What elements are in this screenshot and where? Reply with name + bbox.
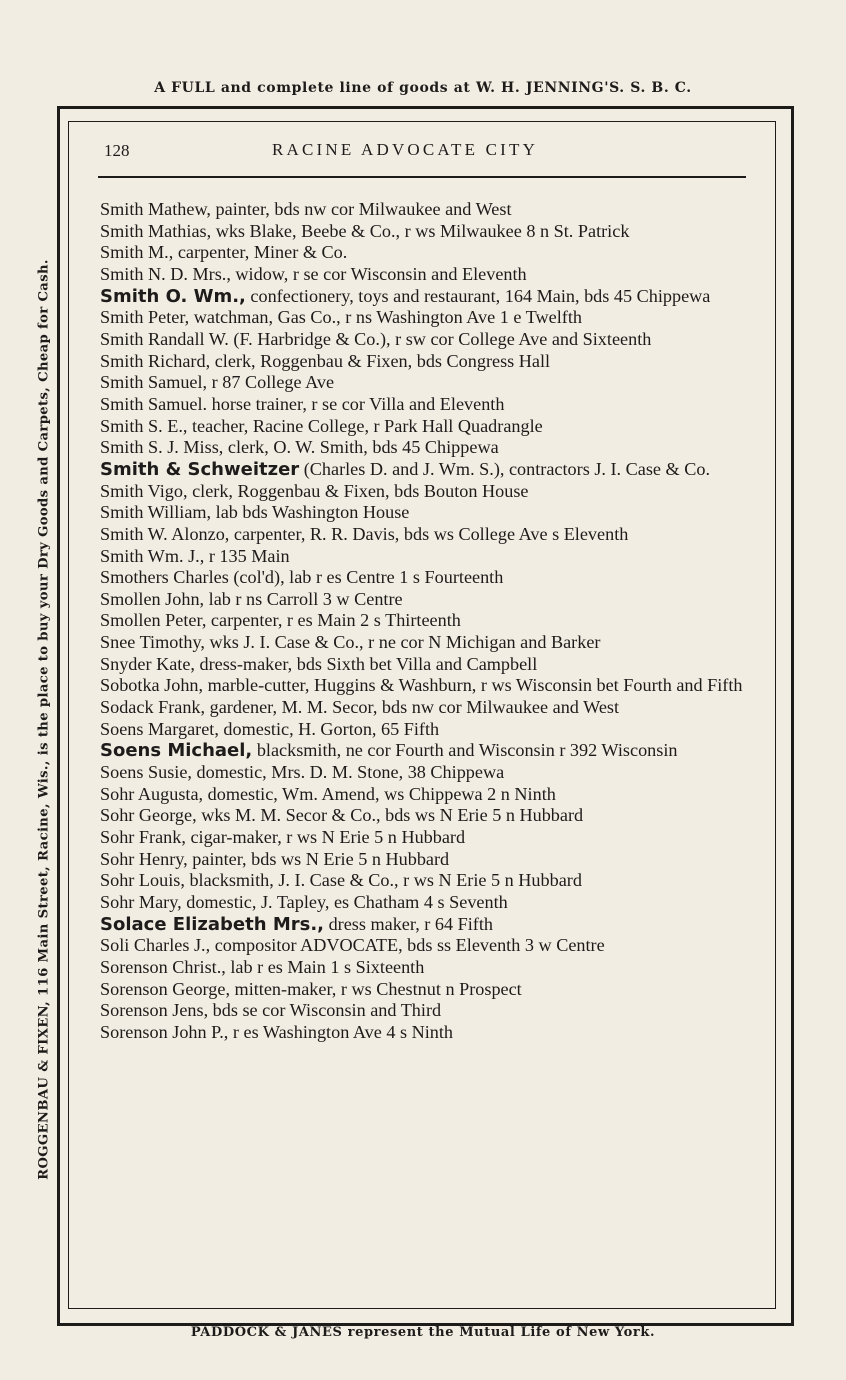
entry-name: Smith Samuel. (100, 393, 208, 414)
outer-border-top (57, 106, 794, 109)
entry-text: lab bds Washington House (215, 502, 410, 523)
entry-text: lab r es Centre 1 s Fourteenth (289, 567, 504, 588)
directory-entry (100, 416, 753, 438)
entry-text: wks Blake, Beebe & Co., r ws Milwaukee 8 n St. Patrick (215, 220, 630, 241)
entry-text: blacksmith, ne cor Fourth and Wisconsin r 392 Wisconsin (256, 740, 678, 761)
directory-entry (100, 307, 753, 329)
entry-text: bds se cor Wisconsin and Third (212, 1000, 442, 1021)
directory-entry (100, 849, 753, 871)
directory-entry (100, 329, 753, 351)
entry-name: Snee Timothy, (100, 632, 205, 653)
entry-name: Snyder Kate, (100, 653, 195, 674)
entry-text: dress-maker, bds Sixth bet Villa and Campbell (199, 653, 538, 674)
directory-entry (100, 567, 753, 589)
entry-text: gardener, M. M. Secor, bds nw cor Milwaukee and West (209, 697, 620, 718)
entry-name: Smollen John, (100, 588, 205, 609)
entry-name: Smith & Schweitzer (100, 458, 300, 480)
entry-text: domestic, J. Tapley, es Chatham 4 s Seventh (186, 892, 508, 912)
entry-text: (Charles D. and J. Wm. S.), contractors J. I. Case & Co. (303, 458, 711, 479)
entry-name: Soens Michael, (100, 740, 253, 762)
side-advertisement: ROGGENBAU & FIXEN, 116 Main Street, Racine, Wis., is the place to buy your Dry Goods and Carpets, Cheap for Cash. (36, 259, 52, 1180)
entry-name: Smith Wm. J., (100, 545, 205, 566)
entry-text: marble-cutter, Huggins & Washburn, r ws Wisconsin bet Fourth and Fifth (207, 675, 743, 696)
entry-name: Smollen Peter, (100, 610, 207, 631)
directory-entry (100, 827, 753, 849)
entry-name: Smith O. Wm., (100, 285, 246, 307)
entry-text: r 135 Main (208, 545, 290, 566)
directory-entry (100, 892, 753, 914)
entry-text: lab r es Main 1 s Sixteenth (230, 956, 425, 977)
entry-name: Soli Charles J., (100, 935, 211, 956)
directory-entry (100, 221, 753, 243)
inner-border-right (775, 121, 776, 1309)
inner-border-bottom (68, 1308, 776, 1309)
directory-entry (100, 610, 753, 632)
inner-border-top (68, 121, 776, 122)
entry-name: Sohr Augusta, (100, 783, 204, 804)
entry-name: Smothers Charles (col'd), (100, 567, 285, 588)
entry-text: wks M. M. Secor & Co., bds ws N Erie 5 n Hubbard (201, 805, 584, 826)
entry-text: confectionery, toys and restaurant, 164 Main, bds 45 Chippewa (250, 285, 711, 306)
running-head: RACINE ADVOCATE CITY (272, 140, 539, 159)
entry-name: Sorenson Christ., (100, 956, 226, 977)
entry-text: domestic, Wm. Amend, ws Chippewa 2 n Ninth (207, 783, 556, 804)
entry-text: (F. Harbridge & Co.), r sw cor College Ave and Sixteenth (233, 328, 652, 349)
directory-entry (100, 546, 753, 568)
entry-name: Smith Randall W. (100, 328, 229, 349)
entry-text: domestic, H. Gorton, 65 Fifth (223, 718, 440, 739)
entry-name: Smith S. E., (100, 415, 188, 436)
directory-entry (100, 589, 753, 611)
directory-entry (100, 1000, 753, 1022)
entry-name: Sohr Frank, (100, 827, 186, 848)
entry-name: Smith Peter, (100, 307, 190, 328)
outer-border-left (57, 106, 60, 1326)
directory-entry (100, 524, 753, 546)
entry-text: clerk, Roggenbau & Fixen, bds Bouton House (192, 480, 529, 501)
entry-text: compositor ADVOCATE, bds ss Eleventh 3 w Centre (214, 935, 605, 956)
entry-name: Sobotka John, (100, 675, 204, 696)
entry-text: painter, bds nw cor Milwaukee and West (215, 199, 512, 219)
entry-text: clerk, Roggenbau & Fixen, bds Congress Hall (214, 350, 551, 371)
entry-name: Smith Mathias, (100, 220, 212, 241)
directory-entry (100, 935, 753, 957)
entry-name: Sorenson George, (100, 978, 230, 999)
directory-entry (100, 286, 753, 308)
entry-text: carpenter, Miner & Co. (177, 242, 348, 263)
entry-name: Smith Mathew, (100, 199, 211, 219)
directory-entry (100, 264, 753, 286)
directory-entry (100, 719, 753, 741)
entry-name: Sohr Henry, (100, 848, 188, 869)
directory-entry (100, 242, 753, 264)
entry-text: widow, r se cor Wisconsin and Eleventh (235, 263, 527, 284)
entry-text: carpenter, r es Main 2 s Thirteenth (210, 610, 461, 631)
directory-entry (100, 481, 753, 503)
entry-name: Smith Richard, (100, 350, 211, 371)
entry-name: Smith W. Alonzo, (100, 523, 230, 544)
directory-entry (100, 805, 753, 827)
directory-entry (100, 740, 753, 762)
entry-name: Sohr George, (100, 805, 197, 826)
directory-entry (100, 502, 753, 524)
entry-name: Sodack Frank, (100, 697, 206, 718)
directory-entry (100, 632, 753, 654)
entry-text: watchman, Gas Co., r ns Washington Ave 1 e Twelfth (193, 307, 582, 328)
entry-name: Smith William, (100, 502, 212, 523)
entry-text: carpenter, R. R. Davis, bds ws College Ave s Eleventh (233, 523, 629, 544)
entry-name: Soens Margaret, (100, 718, 219, 739)
entry-name: Smith Vigo, (100, 480, 188, 501)
directory-entry (100, 654, 753, 676)
entry-text: domestic, Mrs. D. M. Stone, 38 Chippewa (196, 762, 505, 783)
entry-name: Sohr Louis, (100, 870, 185, 891)
directory-entry (100, 957, 753, 979)
directory-entries (100, 199, 753, 1044)
entry-name: Soens Susie, (100, 762, 192, 783)
directory-entry (100, 1022, 753, 1044)
entry-text: teacher, Racine College, r Park Hall Quadrangle (191, 415, 543, 436)
directory-entry (100, 199, 753, 221)
entry-name: Smith Samuel, (100, 372, 208, 393)
directory-entry (100, 351, 753, 373)
directory-entry (100, 914, 753, 936)
directory-entry (100, 459, 753, 481)
entry-name: Solace Elizabeth Mrs., (100, 913, 325, 935)
entry-name: Smith N. D. Mrs., (100, 263, 231, 284)
entry-name: Sorenson John P., (100, 1021, 229, 1042)
entry-text: horse trainer, r se cor Villa and Eleventh (211, 393, 505, 414)
directory-entry (100, 762, 753, 784)
directory-entry (100, 784, 753, 806)
entry-name: Sorenson Jens, (100, 1000, 209, 1021)
directory-entry (100, 394, 753, 416)
directory-entry (100, 437, 753, 459)
directory-entry (100, 372, 753, 394)
entry-text: r 87 College Ave (211, 372, 335, 393)
outer-border-right (791, 106, 794, 1326)
directory-entry (100, 675, 753, 697)
entry-text: cigar-maker, r ws N Erie 5 n Hubbard (190, 827, 466, 848)
entry-text: lab r ns Carroll 3 w Centre (208, 588, 403, 609)
entry-name: Smith M., (100, 242, 174, 263)
header-rule (98, 176, 746, 178)
page-number: 128 (104, 141, 130, 160)
entry-text: dress maker, r 64 Fifth (328, 913, 494, 934)
entry-text: painter, bds ws N Erie 5 n Hubbard (192, 848, 450, 869)
entry-text: r es Washington Ave 4 s Ninth (232, 1021, 454, 1042)
directory-entry (100, 697, 753, 719)
entry-text: wks J. I. Case & Co., r ne cor N Michigan and Barker (209, 632, 601, 653)
entry-text: mitten-maker, r ws Chestnut n Prospect (234, 978, 522, 999)
bottom-advertisement: PADDOCK & JANES represent the Mutual Life of New York. (190, 1325, 656, 1340)
directory-entry (100, 870, 753, 892)
entry-text: clerk, O. W. Smith, bds 45 Chippewa (227, 437, 499, 458)
inner-border-left (68, 121, 69, 1309)
top-advertisement: A FULL and complete line of goods at W. H. JENNING'S. S. B. C. (154, 80, 692, 96)
entry-text: blacksmith, J. I. Case & Co., r ws N Erie 5 n Hubbard (189, 870, 582, 891)
directory-entry (100, 979, 753, 1001)
entry-name: Smith S. J. Miss, (100, 437, 224, 458)
entry-name: Sohr Mary, (100, 892, 182, 912)
